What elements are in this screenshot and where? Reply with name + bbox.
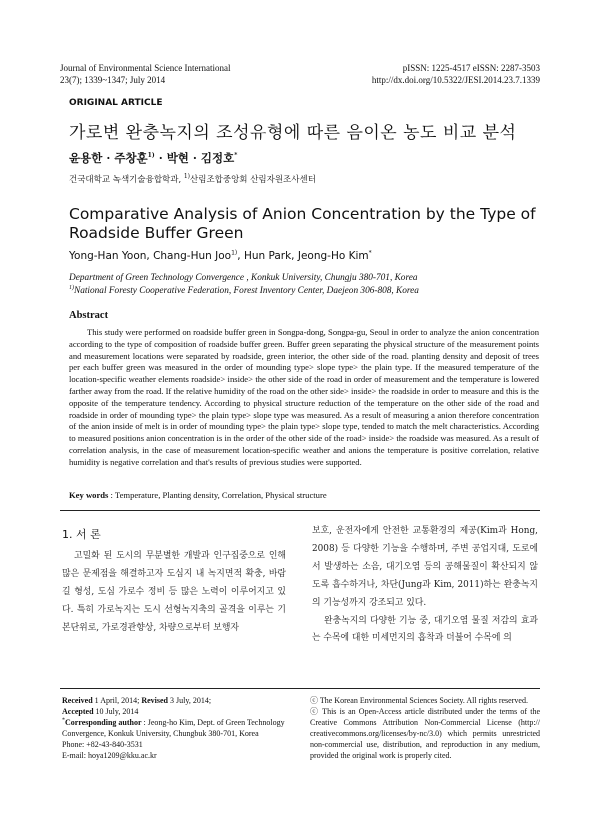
- english-affiliation: [69, 272, 539, 298]
- corresponding-text: : Jeong-ho Kim, Dept. of Green Technology Convergence, Konkuk University, Chungbuk 380-701, Korea: [62, 718, 285, 738]
- copyright-line: ⓒ The Korean Environmental Sciences Society. All rights reserved.: [310, 696, 528, 705]
- history-line-2: [62, 706, 292, 717]
- accepted-label: Accepted: [62, 707, 94, 716]
- author-sup-2: *: [234, 152, 238, 160]
- intro-right-column: [312, 523, 538, 648]
- keywords: [69, 490, 539, 500]
- english-authors-b: , Hun Park, Jeong-Ho Kim: [237, 250, 369, 262]
- abstract-heading: Abstract: [69, 310, 109, 321]
- email-link[interactable]: E-mail: hoya1209@kku.ac.kr: [62, 751, 157, 760]
- affiliation-2-text: National Foresty Cooperative Federation, Forest Inventory Center, Daejeon 306-808, Korea: [74, 286, 419, 296]
- korean-affiliation: [69, 173, 316, 185]
- korean-authors-a: 윤용한 · 주창훈: [69, 151, 148, 165]
- affiliation-sup: 1): [183, 173, 191, 181]
- english-authors: [69, 250, 372, 262]
- corresponding-mark: *: [62, 717, 65, 724]
- journal-name: Journal of Environmental Science International: [60, 63, 231, 73]
- keywords-list: : Temperature, Planting density, Correlation, Physical structure: [108, 490, 327, 500]
- section-divider: [60, 510, 540, 511]
- journal-header-left: [60, 62, 230, 86]
- journal-volume: 23(7); 1339~1347; July 2014: [60, 75, 166, 85]
- korean-authors: [69, 150, 237, 166]
- english-authors-a: Yong-Han Yoon, Chang-Hun Joo: [69, 250, 232, 262]
- history-line-1: [62, 695, 292, 706]
- english-title: Comparative Analysis of Anion Concentration by the Type of Roadside Buffer Green: [69, 205, 536, 242]
- english-author-sup-1: 1): [231, 249, 238, 257]
- affiliation-line-2: [69, 285, 539, 298]
- received-label: Received: [62, 696, 93, 705]
- english-author-sup-2: *: [368, 249, 372, 257]
- intro-paragraph-2: 완충녹지의 다양한 기능 중, 대기오염 물질 저감의 효과는 수목에 대한 미세먼지의 흡착과 더불어 수목에 의: [312, 615, 538, 644]
- korean-title: 가로변 완충녹지의 조성유형에 따른 음이온 농도 비교 분석: [69, 123, 517, 143]
- journal-header-right: [372, 62, 540, 86]
- corresponding-label: Corresponding author: [65, 718, 142, 727]
- keywords-label: Key words: [69, 490, 109, 500]
- article-type: ORIGINAL ARTICLE: [69, 98, 163, 108]
- korean-affiliation-b: 산림조합중앙회 산림자원조사센터: [190, 175, 316, 185]
- revised-date: 3 July, 2014;: [168, 696, 212, 705]
- received-date: 1 April, 2014;: [92, 696, 142, 705]
- abstract-body: This study were performed on roadside buffer green in Songpa-dong, Songpa-gu, Seoul in order to analyze the anion concentration according to the type of composition of roadside buffer green. Buffer green separating the physical structure of the measurement points and measurement locations were separated by roadside, green interior, the other side of the road. planting density and deposit of trees per each buffer green was measured in the order of mounding type> slope type> the plain type. If the measured temperature of the location-specific weather elements roadside> inside> the other side of the road in order of measurement and the temperature is lowered farther away from the road. If the relative humidity of the road on the other side> inside> the roadside in order to measure and this is the opposite of the temperature tendency. According to physical structure reduction of the temperature on the other side of the road and roadside in order of mounding type> the plain type> slope type was measured. As a result of measuring a anion therefore concentration of the anion inside of melt is in order of mounding type> the plain type> slope type, tended to match the melt characteristics. According to measured positions anion concentration is in the order of the other side of the road> inside> the roadside was measured. As a result of correlation analysis, in the case of measurement location-specific weather and anions the temperature is positive correlation, relative humidity is negative correlation and that's results of previous studies were supported.: [69, 327, 539, 467]
- affiliation-2-sup: 1): [69, 284, 74, 291]
- corresponding-author: [62, 717, 292, 739]
- intro-paragraph-1: 보호, 운전자에게 안전한 교통환경의 제공(Kim과 Hong, 2008) 등 다양한 기능을 수행하며, 주변 공업지대, 도로에서 발생하는 소음, 대기오염 등의 공해물질이 확산되지 않도록 흡수하거나, 차단(Jung과 Kim, 2011)하는 완충녹지의 기능성까지 강조되고 있다.: [312, 526, 538, 608]
- korean-affiliation-a: 건국대학교 녹색기술융합학과,: [69, 175, 184, 185]
- license-text: ⓒ This is an Open-Access article distributed under the terms of the Creative Commons Attribution Non-Commercial License (http:// creativecommons.org/licenses/by-nc/3.0) which permits unrestricted non-commercial use, distribution, and reproduction in any medium, provided the original work is properly cited.: [310, 707, 540, 760]
- author-sup-1: 1): [147, 152, 155, 160]
- accepted-date: 10 July, 2014: [93, 707, 139, 716]
- article-history: [62, 695, 292, 761]
- issn: pISSN: 1225-4517 eISSN: 2287-3503: [402, 63, 540, 73]
- doi-link[interactable]: http://dx.doi.org/10.5322/JESI.2014.23.7.1339: [371, 75, 540, 85]
- license-notice: [310, 695, 540, 761]
- section-heading: 1. 서 론: [62, 528, 101, 541]
- korean-authors-b: · 박현 · 김정호: [154, 151, 235, 165]
- intro-left-column: 고밀화 된 도시의 무분별한 개발과 인구집중으로 인해 많은 문제점을 해결하고자 도심지 내 녹지면적 확충, 바람길 형성, 도심 가로수 정비 등 많은 노력이 이루어지고 있다. 특히 가로녹지는 도시 선형녹지축의 골격을 이루는 기본단위로, 가로경관향상, 차량으로부터 보행자: [62, 551, 286, 633]
- revised-label: Revised: [141, 696, 168, 705]
- footer-divider: [60, 688, 540, 689]
- affiliation-line-1: Department of Green Technology Convergence , Konkuk University, Chungju 380-701, Korea: [69, 273, 418, 283]
- phone: Phone: +82-43-840-3531: [62, 740, 143, 749]
